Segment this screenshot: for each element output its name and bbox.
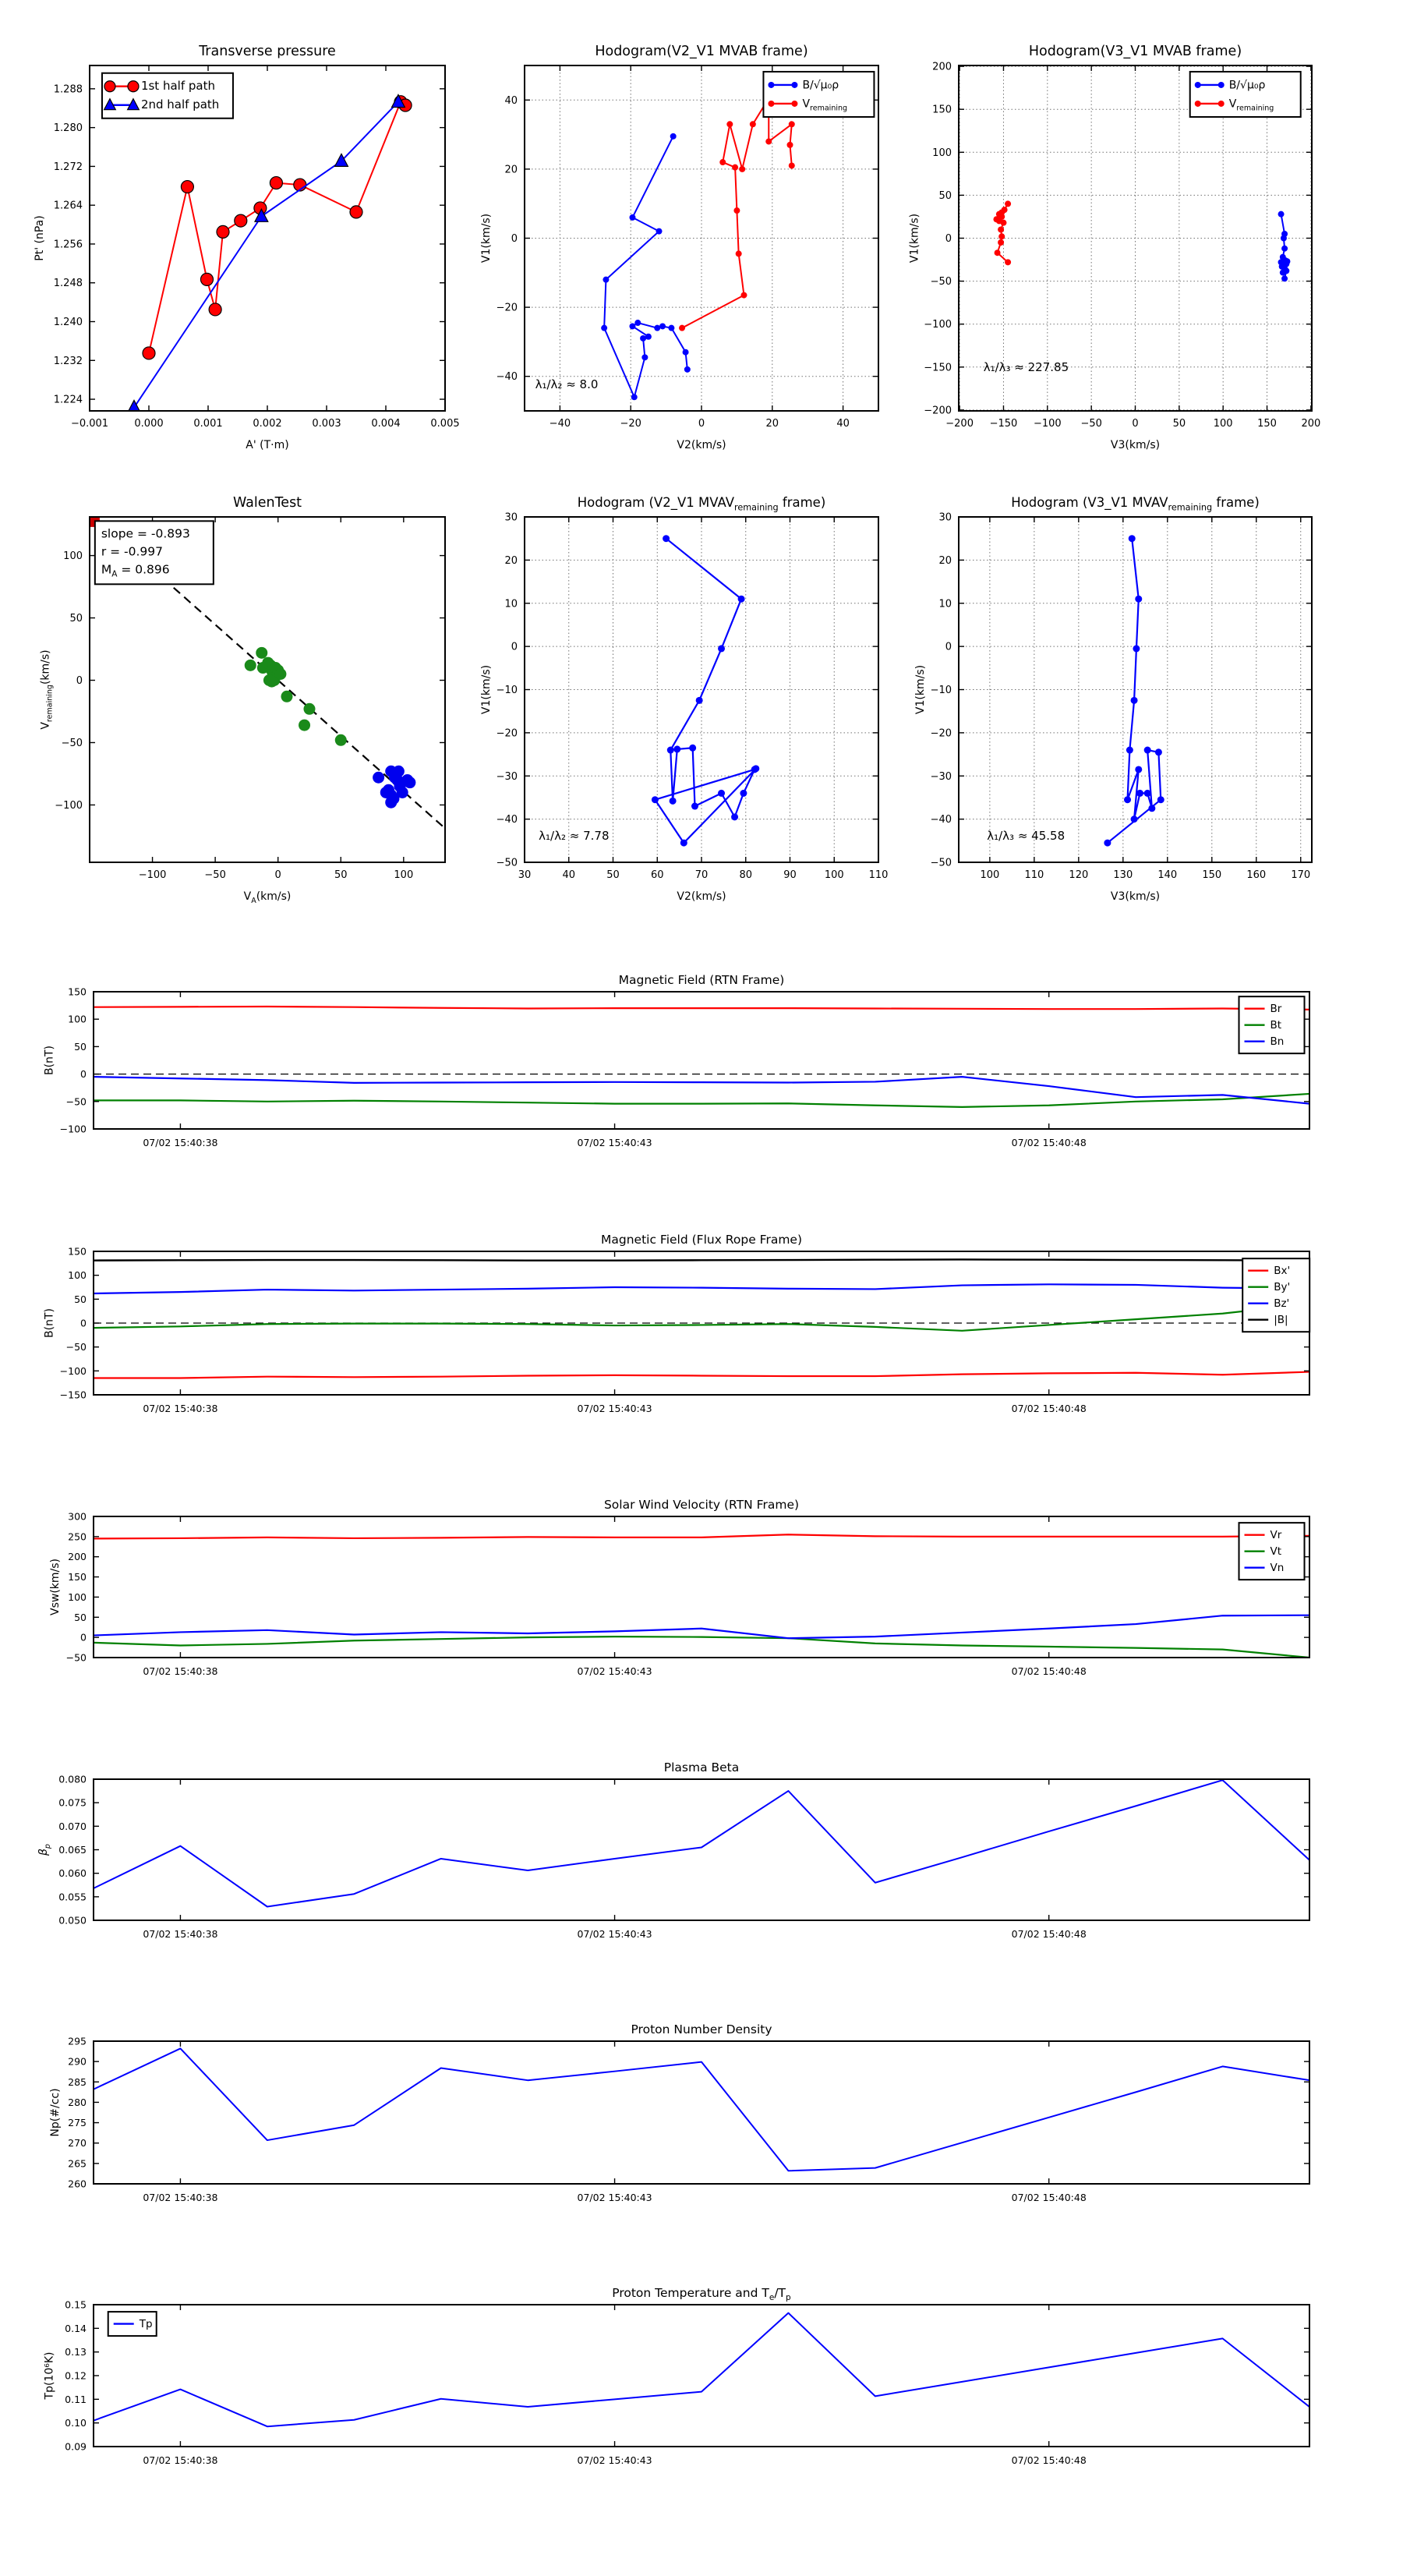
annotation: λ₁/λ₃ ≈ 227.85	[983, 360, 1069, 375]
y-tick-label: 0.13	[65, 2346, 87, 2358]
y-tick-label: −30	[496, 770, 518, 783]
series-2nd-half-path	[128, 94, 405, 412]
y-tick-label: 0	[80, 1317, 87, 1329]
y-tick-label: 10	[938, 598, 952, 610]
x-tick-label: −100	[1033, 418, 1062, 430]
y-tick-label: 100	[63, 550, 83, 563]
series--b-	[94, 1259, 1309, 1260]
y-tick-label: 10	[504, 598, 518, 610]
y-tick-label: −20	[930, 727, 952, 740]
y-tick-label: −50	[65, 1651, 87, 1664]
x-tick-label: 110	[868, 869, 889, 881]
x-tick-label: 80	[739, 869, 753, 881]
x-tick-label: 07/02 15:40:38	[143, 2454, 218, 2466]
y-tick-label: −50	[65, 1095, 87, 1108]
legend-label: Vr	[1270, 1529, 1282, 1542]
y-tick-label: 1.280	[53, 122, 83, 135]
panel-proton-density	[49, 2022, 1309, 2203]
x-tick-label: −100	[138, 869, 167, 881]
series-b-	[601, 133, 691, 400]
y-tick-label: 50	[74, 1293, 87, 1305]
panel-title: Proton Temperature and $T_e/T_p$	[612, 2286, 791, 2303]
x-tick-label: 60	[650, 869, 664, 881]
x-tick-label: 07/02 15:40:43	[577, 2192, 652, 2203]
x-tick-label: 150	[1202, 869, 1222, 881]
y-tick-label: −200	[924, 405, 952, 417]
y-tick-label: 200	[932, 61, 952, 73]
legend-label: Bz'	[1274, 1297, 1290, 1311]
y-tick-label: 0.09	[65, 2440, 87, 2453]
x-axis-label: $V_A(km/s)$	[243, 890, 292, 905]
x-tick-label: −20	[620, 418, 641, 430]
y-tick-label: 295	[68, 2035, 87, 2047]
panel-title: Hodogram(V2_V1 MVAB frame)	[595, 44, 808, 59]
panel-hodogram-v2v1-mvav	[480, 495, 888, 903]
legend	[1242, 1258, 1309, 1332]
series-bn	[94, 1077, 1309, 1103]
series-br	[94, 1007, 1309, 1010]
y-tick-label: 0	[80, 1631, 87, 1644]
panel-proton-temperature	[44, 2286, 1309, 2466]
series-np	[94, 2048, 1309, 2171]
x-tick-label: −0.001	[70, 418, 109, 430]
y-tick-label: 260	[68, 2178, 87, 2190]
panel-hodogram-v3v1-mvab	[909, 44, 1321, 451]
series-mid-points	[245, 647, 347, 746]
y-tick-label: 1.256	[53, 239, 83, 251]
x-axis-label: V2(km/s)	[677, 439, 726, 451]
panel-hodogram-v3v1-mvav	[914, 495, 1312, 903]
series-1st-half-path	[140, 96, 412, 359]
y-tick-label: 150	[68, 1245, 87, 1258]
y-axis-label: Pt' (nPa)	[34, 215, 46, 261]
series-vr	[94, 1534, 1309, 1538]
y-tick-label: 250	[68, 1530, 87, 1543]
legend-label: Bn	[1270, 1035, 1285, 1049]
panel-title: Transverse pressure	[199, 44, 336, 59]
series-vn	[94, 1615, 1309, 1638]
y-tick-label: 50	[74, 1611, 87, 1623]
y-tick-label: 50	[938, 189, 952, 202]
y-tick-label: 150	[68, 1571, 87, 1583]
stats-textbox	[95, 521, 214, 584]
panel-vsw-rtn	[49, 1498, 1309, 1677]
y-tick-label: −20	[496, 302, 518, 314]
y-tick-label: 0	[511, 641, 518, 653]
panel-transverse-pressure	[34, 44, 460, 451]
panel-title: Hodogram(V3_V1 MVAB frame)	[1028, 44, 1242, 59]
y-tick-label: 50	[69, 613, 83, 625]
y-tick-label: 100	[68, 1591, 87, 1603]
x-tick-label: 20	[765, 418, 779, 430]
legend	[108, 2312, 157, 2336]
x-axis-label: V3(km/s)	[1110, 890, 1161, 903]
x-tick-label: 120	[1069, 869, 1089, 881]
y-tick-label: −50	[496, 857, 518, 869]
x-tick-label: 50	[334, 869, 348, 881]
y-tick-label: 1.264	[53, 200, 83, 212]
y-tick-label: 1.272	[53, 161, 83, 173]
panel-plasma-beta	[37, 1760, 1309, 1940]
y-tick-label: −100	[59, 1364, 87, 1377]
y-tick-label: 0.050	[58, 1914, 87, 1927]
series-end-points	[373, 766, 415, 809]
legend-label: Vt	[1270, 1545, 1282, 1559]
y-tick-label: 1.232	[53, 355, 83, 367]
y-tick-label: 0	[945, 641, 952, 653]
x-tick-label: 40	[836, 418, 850, 430]
y-tick-label: −40	[496, 371, 518, 384]
legend-label: 2nd half path	[140, 97, 220, 112]
x-axis-label: A' (T·m)	[246, 439, 289, 451]
x-axis-label: V3(km/s)	[1110, 439, 1161, 451]
legend-label: 1st half path	[140, 79, 215, 94]
stats-line: $M_A = 0.896$	[101, 562, 170, 579]
panel-title: Proton Number Density	[631, 2022, 772, 2036]
series-tp	[94, 2313, 1309, 2427]
y-tick-label: 0.12	[65, 2369, 87, 2382]
series-by-	[94, 1304, 1309, 1330]
x-tick-label: 160	[1246, 869, 1267, 881]
y-tick-label: 0.080	[58, 1773, 87, 1785]
panel-title: Magnetic Field (Flux Rope Frame)	[601, 1233, 802, 1247]
x-tick-label: 110	[1024, 869, 1044, 881]
axes-box	[94, 992, 1309, 1129]
x-tick-label: 0	[1132, 418, 1139, 430]
x-tick-label: 07/02 15:40:43	[577, 2454, 652, 2466]
y-tick-label: −50	[61, 737, 83, 749]
series-v-remaining-	[993, 200, 1011, 265]
axes-box	[94, 1779, 1309, 1920]
legend	[763, 72, 874, 117]
series-v-remaining-	[679, 95, 795, 331]
y-tick-label: 100	[932, 147, 952, 159]
y-tick-label: −10	[496, 685, 518, 696]
x-tick-label: 170	[1291, 869, 1311, 881]
y-tick-label: −100	[55, 799, 83, 812]
y-tick-label: 0	[945, 233, 952, 245]
panel-title: Hodogram (V3_V1 $MVAV_{remaining}$ frame)	[1011, 495, 1260, 513]
series-v	[652, 535, 759, 846]
x-tick-label: 100	[394, 869, 414, 881]
x-tick-label: 30	[518, 869, 532, 881]
y-tick-label: 0.14	[65, 2322, 87, 2334]
y-tick-label: 30	[504, 511, 518, 524]
y-axis-label: B(nT)	[43, 1308, 56, 1338]
y-tick-label: 100	[68, 1013, 87, 1025]
x-tick-label: 07/02 15:40:48	[1011, 2192, 1087, 2203]
x-tick-label: 140	[1157, 869, 1178, 881]
x-tick-label: 07/02 15:40:38	[143, 1137, 218, 1148]
x-tick-label: 100	[980, 869, 1000, 881]
y-tick-label: 300	[68, 1510, 87, 1523]
x-tick-label: 100	[1213, 418, 1233, 430]
series-b-	[1278, 211, 1291, 282]
y-tick-label: 265	[68, 2157, 87, 2170]
y-tick-label: −50	[930, 276, 952, 288]
x-tick-label: 07/02 15:40:38	[143, 1928, 218, 1940]
gridlines	[525, 517, 878, 862]
annotation: λ₁/λ₃ ≈ 45.58	[987, 829, 1066, 844]
legend-label: Bx'	[1274, 1265, 1291, 1278]
y-axis-label: V1(km/s)	[908, 213, 921, 264]
x-tick-label: −200	[945, 418, 974, 430]
y-tick-label: −40	[930, 814, 952, 826]
x-tick-label: 100	[824, 869, 844, 881]
x-tick-label: 0.002	[253, 418, 282, 430]
x-tick-label: 0.001	[193, 418, 223, 430]
legend	[1239, 1523, 1305, 1580]
legend-label: B/√μ₀ρ	[1228, 79, 1266, 92]
y-axis-label: Np(#/cc)	[49, 2088, 62, 2137]
y-tick-label: −30	[930, 770, 952, 783]
legend-label: Br	[1270, 1003, 1282, 1016]
legend	[102, 73, 233, 119]
series-vt	[94, 1637, 1309, 1658]
annotation: λ₁/λ₂ ≈ 8.0	[535, 377, 599, 392]
x-tick-label: 07/02 15:40:43	[577, 1928, 652, 1940]
x-axis-label: V2(km/s)	[677, 890, 726, 903]
y-tick-label: −40	[496, 814, 518, 826]
y-tick-label: 0.070	[58, 1820, 87, 1832]
y-tick-label: 270	[68, 2137, 87, 2150]
y-tick-label: −10	[930, 685, 952, 696]
y-tick-label: −50	[930, 857, 952, 869]
y-tick-label: 1.288	[53, 83, 83, 96]
ticks	[94, 992, 1309, 1129]
y-tick-label: −50	[65, 1341, 87, 1353]
y-tick-label: 0	[80, 1068, 87, 1081]
y-tick-label: 0.15	[65, 2298, 87, 2311]
x-tick-label: 07/02 15:40:38	[143, 2192, 218, 2203]
panel-title: Magnetic Field (RTN Frame)	[618, 973, 785, 987]
legend-label: By'	[1274, 1281, 1291, 1294]
y-tick-label: 0.11	[65, 2393, 87, 2405]
y-tick-label: 40	[504, 94, 518, 107]
y-tick-label: 0.065	[58, 1844, 87, 1856]
y-tick-label: 275	[68, 2117, 87, 2129]
x-tick-label: 07/02 15:40:48	[1011, 1928, 1087, 1940]
panel-title: Solar Wind Velocity (RTN Frame)	[603, 1498, 800, 1512]
legend-label: B/√μ₀ρ	[802, 79, 839, 92]
y-tick-label: −20	[496, 727, 518, 740]
x-tick-label: 130	[1113, 869, 1133, 881]
x-tick-label: 40	[562, 869, 576, 881]
x-tick-label: 07/02 15:40:43	[577, 1665, 652, 1677]
y-tick-label: 150	[932, 104, 952, 116]
y-tick-label: 20	[504, 554, 518, 567]
x-tick-label: −50	[204, 869, 226, 881]
x-tick-label: 07/02 15:40:38	[143, 1665, 218, 1677]
y-tick-label: 0.055	[58, 1891, 87, 1903]
panel-b-fluxrope	[44, 1233, 1310, 1414]
x-tick-label: 90	[783, 869, 797, 881]
legend-label: Bt	[1270, 1019, 1282, 1032]
y-tick-label: −100	[59, 1123, 87, 1135]
y-tick-label: 30	[938, 511, 952, 524]
series-beta-p	[94, 1780, 1309, 1906]
y-tick-label: 150	[68, 985, 87, 998]
y-tick-label: 20	[504, 164, 518, 176]
y-tick-label: 0.075	[58, 1796, 87, 1809]
legend-label: Vn	[1270, 1562, 1285, 1575]
y-tick-label: −150	[59, 1389, 87, 1401]
x-tick-label: 07/02 15:40:48	[1011, 2454, 1087, 2466]
x-tick-label: 0	[698, 418, 705, 430]
x-tick-label: 07/02 15:40:43	[577, 1403, 652, 1414]
panel-walen-test	[40, 495, 445, 905]
y-tick-label: 1.240	[53, 317, 83, 329]
y-tick-label: 0	[511, 233, 518, 245]
x-tick-label: −40	[549, 418, 571, 430]
y-tick-label: 100	[68, 1269, 87, 1282]
x-tick-label: 0.000	[134, 418, 164, 430]
panel-hodogram-v2v1-mvab	[480, 44, 878, 451]
y-tick-label: 0.10	[65, 2417, 87, 2429]
y-tick-label: 1.248	[53, 278, 83, 290]
y-tick-label: −100	[924, 319, 952, 331]
legend-label: $V_{remaining}$	[1228, 97, 1274, 113]
panel-title: WalenTest	[232, 495, 302, 511]
y-axis-label: B(nT)	[43, 1046, 56, 1075]
annotation: λ₁/λ₂ ≈ 7.78	[539, 829, 610, 844]
panel-title: Plasma Beta	[663, 1760, 740, 1775]
x-tick-label: 07/02 15:40:43	[577, 1137, 652, 1148]
x-tick-label: −150	[989, 418, 1018, 430]
y-tick-label: 0.060	[58, 1867, 87, 1880]
legend	[1190, 72, 1301, 117]
x-tick-label: 07/02 15:40:38	[143, 1403, 218, 1414]
legend-label: Tp	[139, 2318, 153, 2331]
y-tick-label: 200	[68, 1551, 87, 1563]
y-tick-label: 0	[76, 675, 83, 688]
y-tick-label: 50	[74, 1040, 87, 1053]
x-tick-label: 150	[1257, 418, 1277, 430]
y-axis-label: Tp(10⁶K)	[43, 2351, 56, 2400]
series-v	[1104, 535, 1164, 846]
y-axis-label: $V_{remaining}(km/s)$	[39, 649, 55, 730]
panel-b-rtn	[44, 973, 1309, 1148]
x-tick-label: 0.003	[312, 418, 341, 430]
x-tick-label: 0.005	[430, 418, 460, 430]
y-axis-label: Vsw(km/s)	[49, 1558, 62, 1616]
legend-label: |B|	[1274, 1314, 1288, 1327]
y-axis-label: V1(km/s)	[480, 213, 493, 264]
x-tick-label: 50	[1172, 418, 1186, 430]
ticks	[94, 1779, 1309, 1920]
y-tick-label: 285	[68, 2075, 87, 2088]
y-tick-label: 1.224	[53, 394, 83, 406]
y-tick-label: 20	[938, 554, 952, 567]
y-axis-label: $\beta_p$	[37, 1844, 52, 1856]
y-axis-label: V1(km/s)	[914, 664, 928, 715]
stats-line: slope = -0.893	[101, 526, 190, 541]
x-tick-label: 200	[1301, 418, 1321, 430]
panel-title: Hodogram (V2_V1 $MVAV_{remaining}$ frame)	[577, 495, 826, 513]
y-tick-label: 290	[68, 2055, 87, 2068]
y-tick-label: −150	[924, 362, 952, 374]
legend	[1239, 996, 1305, 1053]
x-tick-label: −50	[1080, 418, 1102, 430]
legend-label: $V_{remaining}$	[802, 97, 848, 113]
x-tick-label: 07/02 15:40:48	[1011, 1403, 1087, 1414]
y-axis-label: V1(km/s)	[480, 664, 493, 715]
x-tick-label: 07/02 15:40:48	[1011, 1137, 1087, 1148]
stats-line: r = -0.997	[101, 544, 164, 559]
y-tick-label: 280	[68, 2096, 87, 2108]
x-tick-label: 07/02 15:40:48	[1011, 1665, 1087, 1677]
x-tick-label: 0.004	[371, 418, 401, 430]
x-tick-label: 50	[606, 869, 620, 881]
x-tick-label: 0	[274, 869, 281, 881]
series-bz-	[94, 1284, 1309, 1293]
series-bx-	[94, 1372, 1309, 1378]
x-tick-label: 70	[694, 869, 709, 881]
